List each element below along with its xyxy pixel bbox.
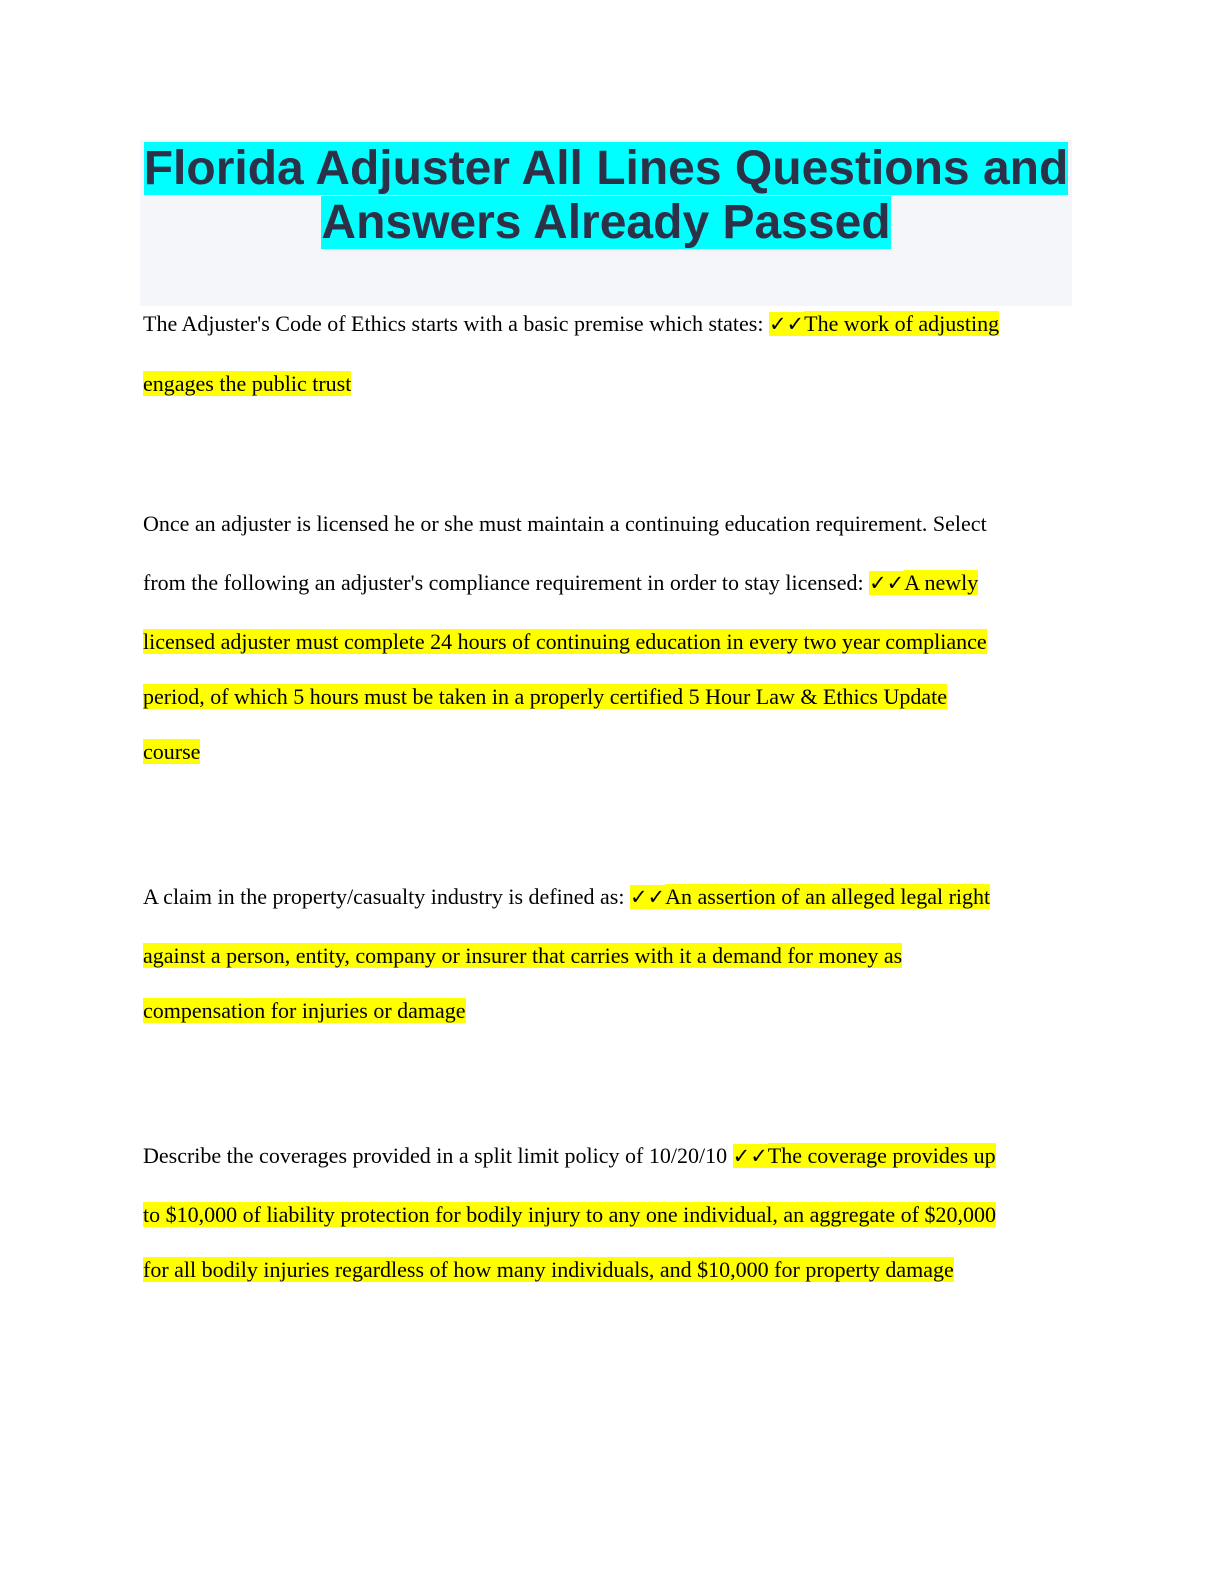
qa-item-2 — [143, 510, 1078, 766]
question-text: from the following an adjuster's compliance requirement in order to stay licensed: — [143, 570, 864, 595]
qa-item-4 — [143, 1142, 1078, 1284]
title-line-1: Florida Adjuster All Lines Questions and — [143, 142, 1069, 195]
answer-text: A newly — [904, 570, 979, 595]
title-band — [140, 140, 1072, 306]
answer-text: engages the public trust — [143, 371, 352, 396]
double-check-icon: ✓✓ — [629, 885, 666, 909]
answer-text: An assertion of an alleged legal right — [665, 884, 991, 909]
title-line-2: Answers Already Passed — [321, 196, 891, 249]
question-text: The Adjuster's Code of Ethics starts with a basic premise which states: — [143, 311, 764, 336]
qa-item-1 — [143, 310, 1078, 398]
qa-item-3 — [143, 883, 1078, 1025]
double-check-icon: ✓✓ — [768, 312, 805, 336]
answer-text: to $10,000 of liability protection for bodily injury to any one individual, an aggregate of $20,000 — [143, 1202, 996, 1227]
answer-text: compensation for injuries or damage — [143, 998, 466, 1023]
question-text: A claim in the property/casualty industry is defined as: — [143, 884, 625, 909]
answer-text: The coverage provides up — [767, 1143, 996, 1168]
answer-text: for all bodily injuries regardless of how many individuals, and $10,000 for property damage — [143, 1257, 954, 1282]
answer-text: licensed adjuster must complete 24 hours of continuing education in every two year compliance — [143, 629, 987, 654]
answer-text: period, of which 5 hours must be taken in a properly certified 5 Hour Law & Ethics Update — [143, 684, 947, 709]
question-text: Once an adjuster is licensed he or she must maintain a continuing education requirement. Select — [143, 511, 987, 536]
document-title — [140, 140, 1072, 250]
question-text: Describe the coverages provided in a split limit policy of 10/20/10 — [143, 1143, 728, 1168]
double-check-icon: ✓✓ — [869, 571, 905, 595]
answer-text: against a person, entity, company or insurer that carries with it a demand for money as — [143, 943, 903, 968]
answer-text: course — [143, 739, 201, 764]
double-check-icon: ✓✓ — [732, 1144, 768, 1168]
answer-text: The work of adjusting — [804, 311, 1000, 336]
